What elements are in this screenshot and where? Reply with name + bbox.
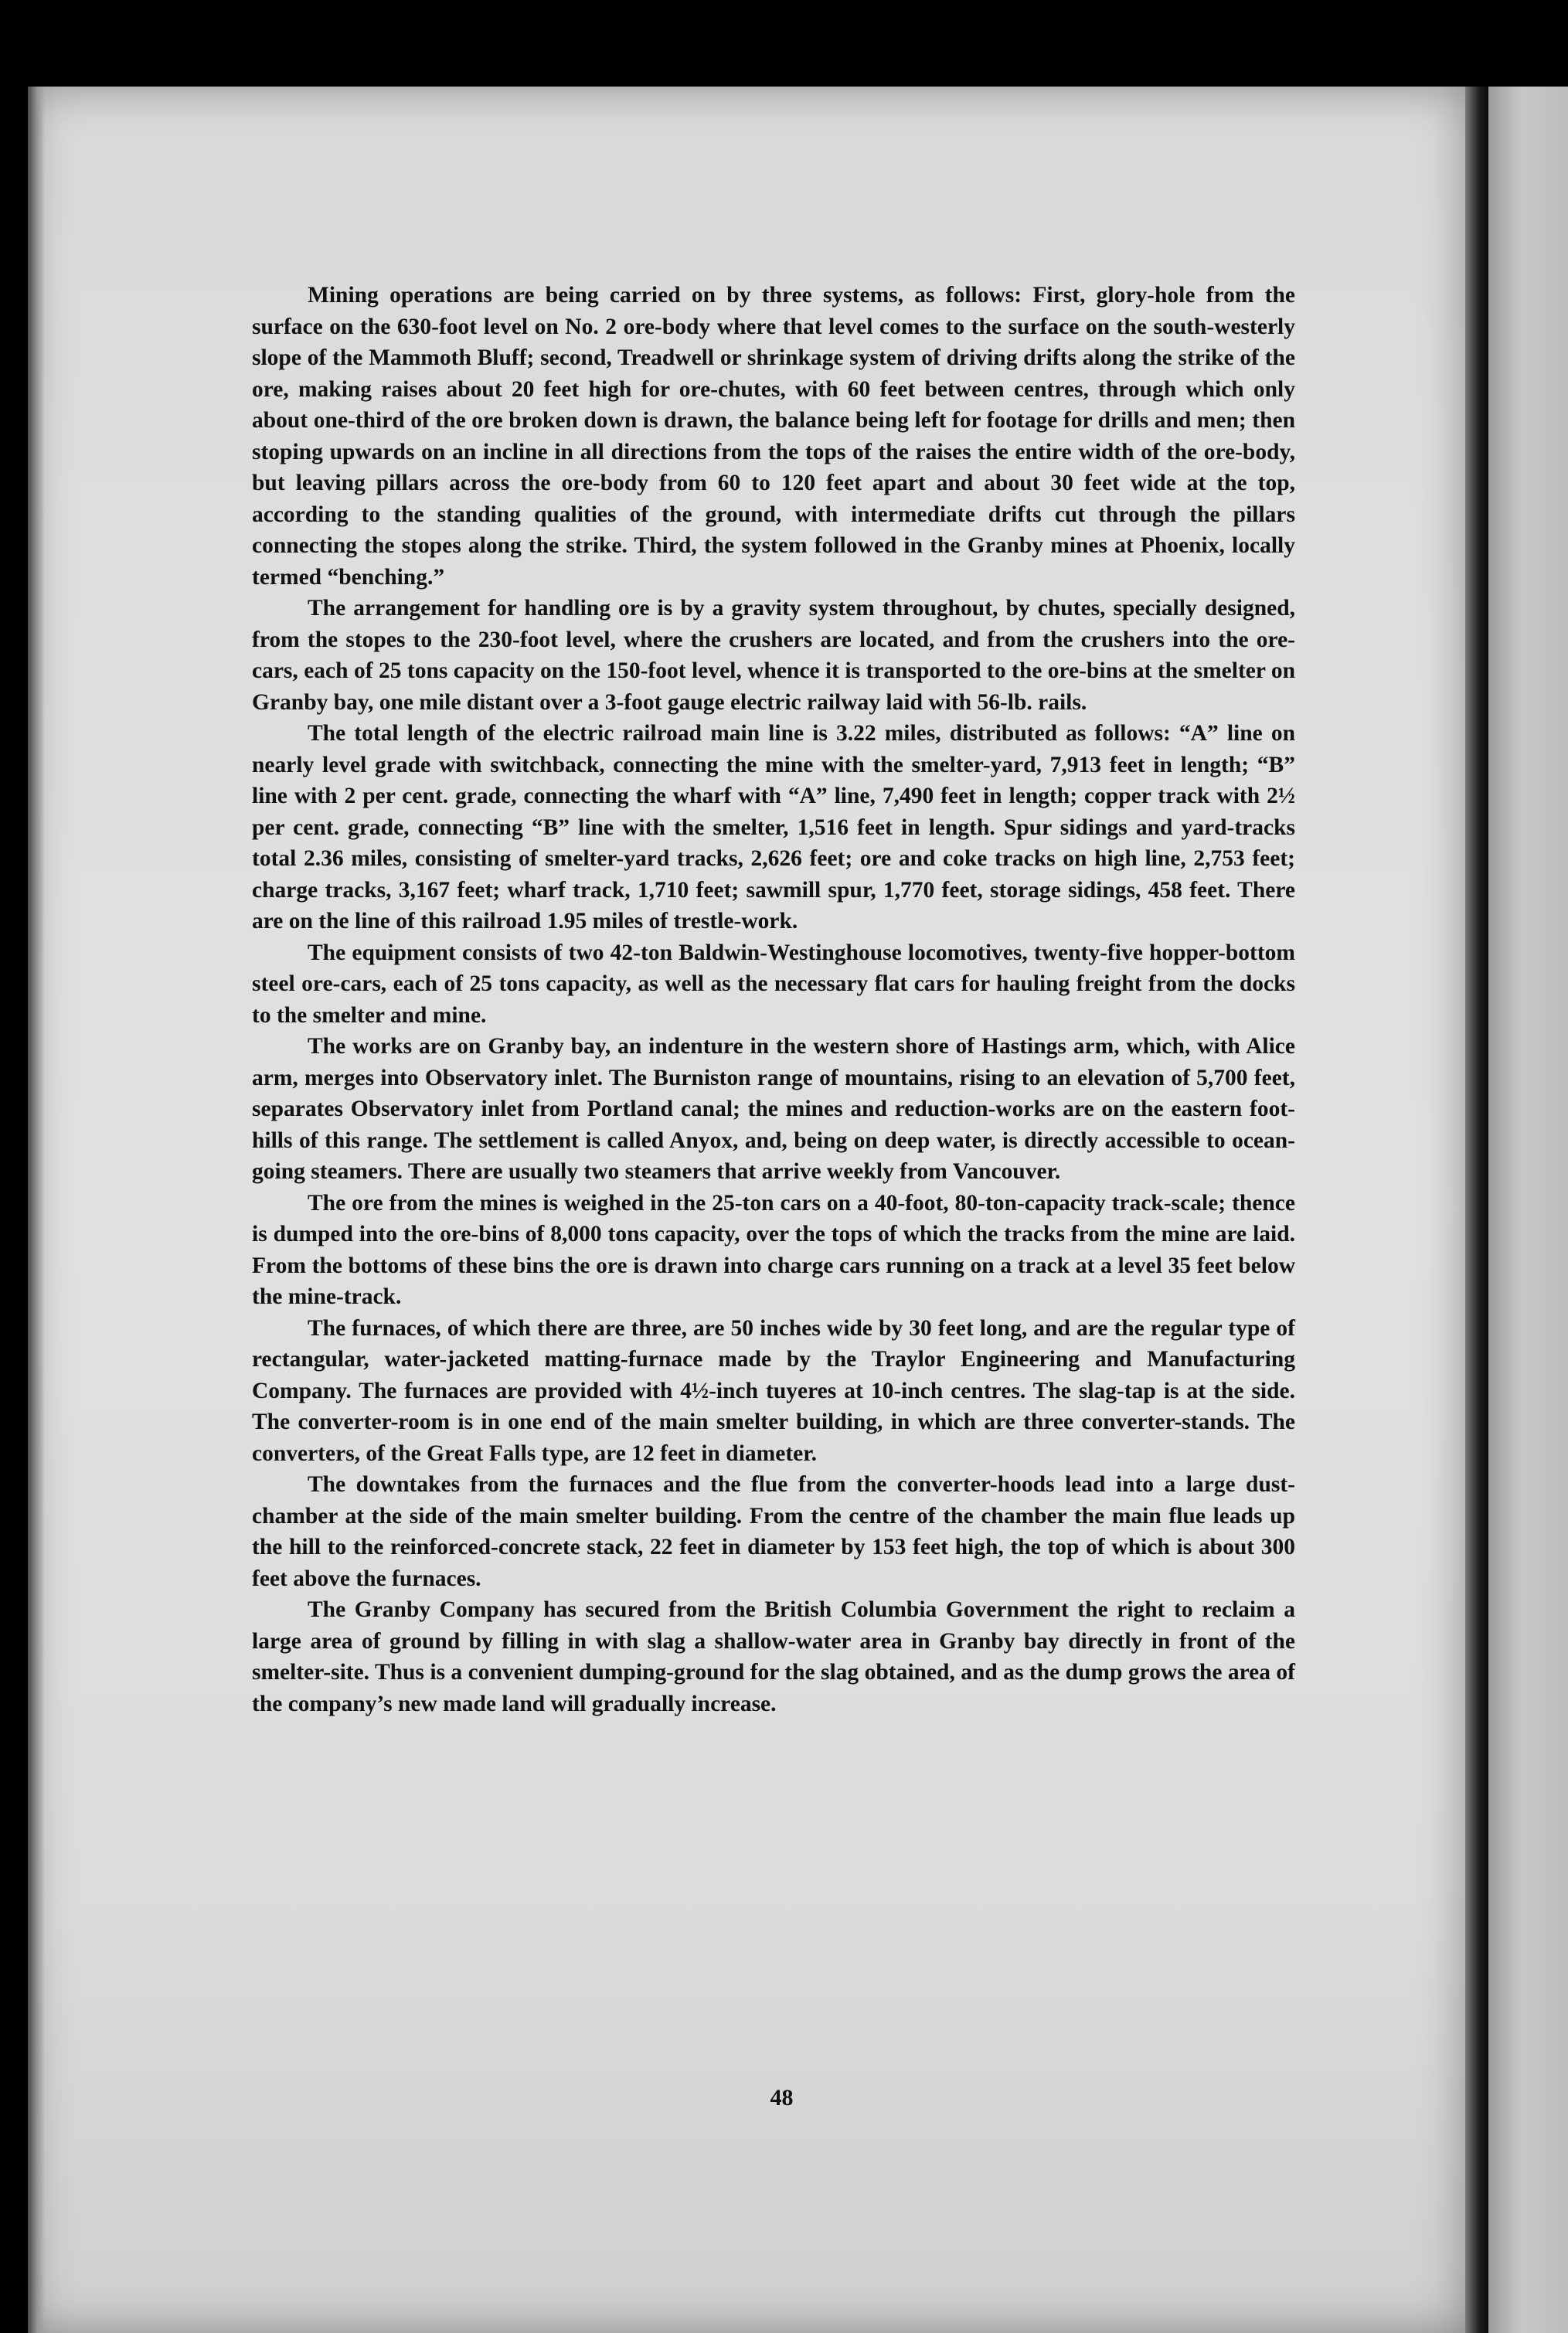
paragraph-slag-reclamation: The Granby Company has secured from the British Columbia Government the right to reclaim a large area of ground by filling in with slag a shallow-water area in Granby bay directly in front of the smelter-site. Thus is a convenient dumping-ground for the slag obtained, and as the dump grows the area of the company’s new made land will gradually increase. bbox=[252, 1597, 1295, 1716]
paragraph-furnaces: The furnaces, of which there are three, are 50 inches wide by 30 feet long, and are the regular type of rectangular, water-jacketed matting-furnace made by the Traylor Engineering and Manufacturing Company. The furnaces are provided with 4½-inch tuyeres at 10-inch centres. The slag-tap is at the side. The converter-room is in one end of the main smelter building, in which are three converter-stands. The converters, of the Great Falls type, are 12 feet in diameter. bbox=[252, 1315, 1295, 1466]
paragraph-ore-handling: The arrangement for handling ore is by a gravity system throughout, by chutes, specially designed, from the stopes to the 230-foot level, where the crushers are located, and from the crushers into the ore-cars, each of 25 tons capacity on the 150-foot level, whence it is transported to the ore-bins at the smelter on Granby bay, one mile distant over a 3-foot gauge electric railway laid with 56-lb. rails. bbox=[252, 596, 1295, 715]
paragraph-flue-stack: The downtakes from the furnaces and the flue from the converter-hoods lead into a large dust-chamber at the side of the main smelter building. From the centre of the chamber the main flue leads up the hill to the reinforced-concrete stack, 22 feet in diameter by 153 feet high, the top of which is about 300 feet above the furnaces. bbox=[252, 1472, 1295, 1591]
body-text bbox=[252, 280, 1295, 1719]
paragraph-works-location: The works are on Granby bay, an indenture in the western shore of Hastings arm, which, with Alice arm, merges into Observatory inlet. The Burniston range of mountains, rising to an elevation of 5,700 feet, separates Observatory inlet from Portland canal; the mines and reduction-works are on the eastern foot-hills of this range. The settlement is called Anyox, and, being on deep water, is directly accessible to ocean-going steamers. There are usually two steamers that arrive weekly from Vancouver. bbox=[252, 1034, 1295, 1184]
facing-page-edge bbox=[1488, 87, 1568, 2333]
book-gutter bbox=[1465, 87, 1488, 2333]
paragraph-railroad: The total length of the electric railroad main line is 3.22 miles, distributed as follows: “A” line on nearly level grade with switchback, connecting the mine with the smelter-yard, 7,913 feet in length; “B” line with 2 per cent. grade, connecting the wharf with “A” line, 7,490 feet in length; copper track with 2½ per cent. grade, connecting “B” line with the smelter, 1,516 feet in length. Spur sidings and yard-tracks total 2.36 miles, consisting of smelter-yard tracks, 2,626 feet; ore and coke tracks on high line, 2,753 feet; charge tracks, 3,167 feet; wharf track, 1,710 feet; sawmill spur, 1,770 feet, storage sidings, 458 feet. There are on the line of this railroad 1.95 miles of trestle-work. bbox=[252, 721, 1295, 934]
paragraph-mining-systems: Mining operations are being carried on by three systems, as follows: First, glory-hole from the surface on the 630-foot level on No. 2 ore-body where that level comes to the surface on the south-westerly slope of the Mammoth Bluff; second, Treadwell or shrinkage system of driving drifts along the strike of the ore, making raises about 20 feet high for ore-chutes, with 60 feet between centres, through which only about one-third of the ore broken down is drawn, the balance being left for footage for drills and men; then stoping upwards on an incline in all directions from the tops of the raises the entire width of the ore-body, but leaving pillars across the ore-body from 60 to 120 feet apart and about 30 feet wide at the top, according to the standing qualities of the ground, with intermediate drifts cut through the pillars connecting the stopes along the strike. Third, the system followed in the Granby mines at Phoenix, locally termed “benching.” bbox=[252, 283, 1295, 590]
page-number-text: 48 bbox=[770, 2085, 794, 2110]
page-number bbox=[0, 2085, 1568, 2111]
paragraph-equipment: The equipment consists of two 42-ton Baldwin-Westinghouse locomotives, twenty-five hopper-bottom steel ore-cars, each of 25 tons capacity, as well as the necessary flat cars for hauling freight from the docks to the smelter and mine. bbox=[252, 940, 1295, 1028]
paragraph-ore-bins: The ore from the mines is weighed in the 25-ton cars on a 40-foot, 80-ton-capacity track-scale; thence is dumped into the ore-bins of 8,000 tons capacity, over the tops of which the tracks from the mine are laid. From the bottoms of these bins the ore is drawn into charge cars running on a track at a level 35 feet below the mine-track. bbox=[252, 1190, 1295, 1309]
